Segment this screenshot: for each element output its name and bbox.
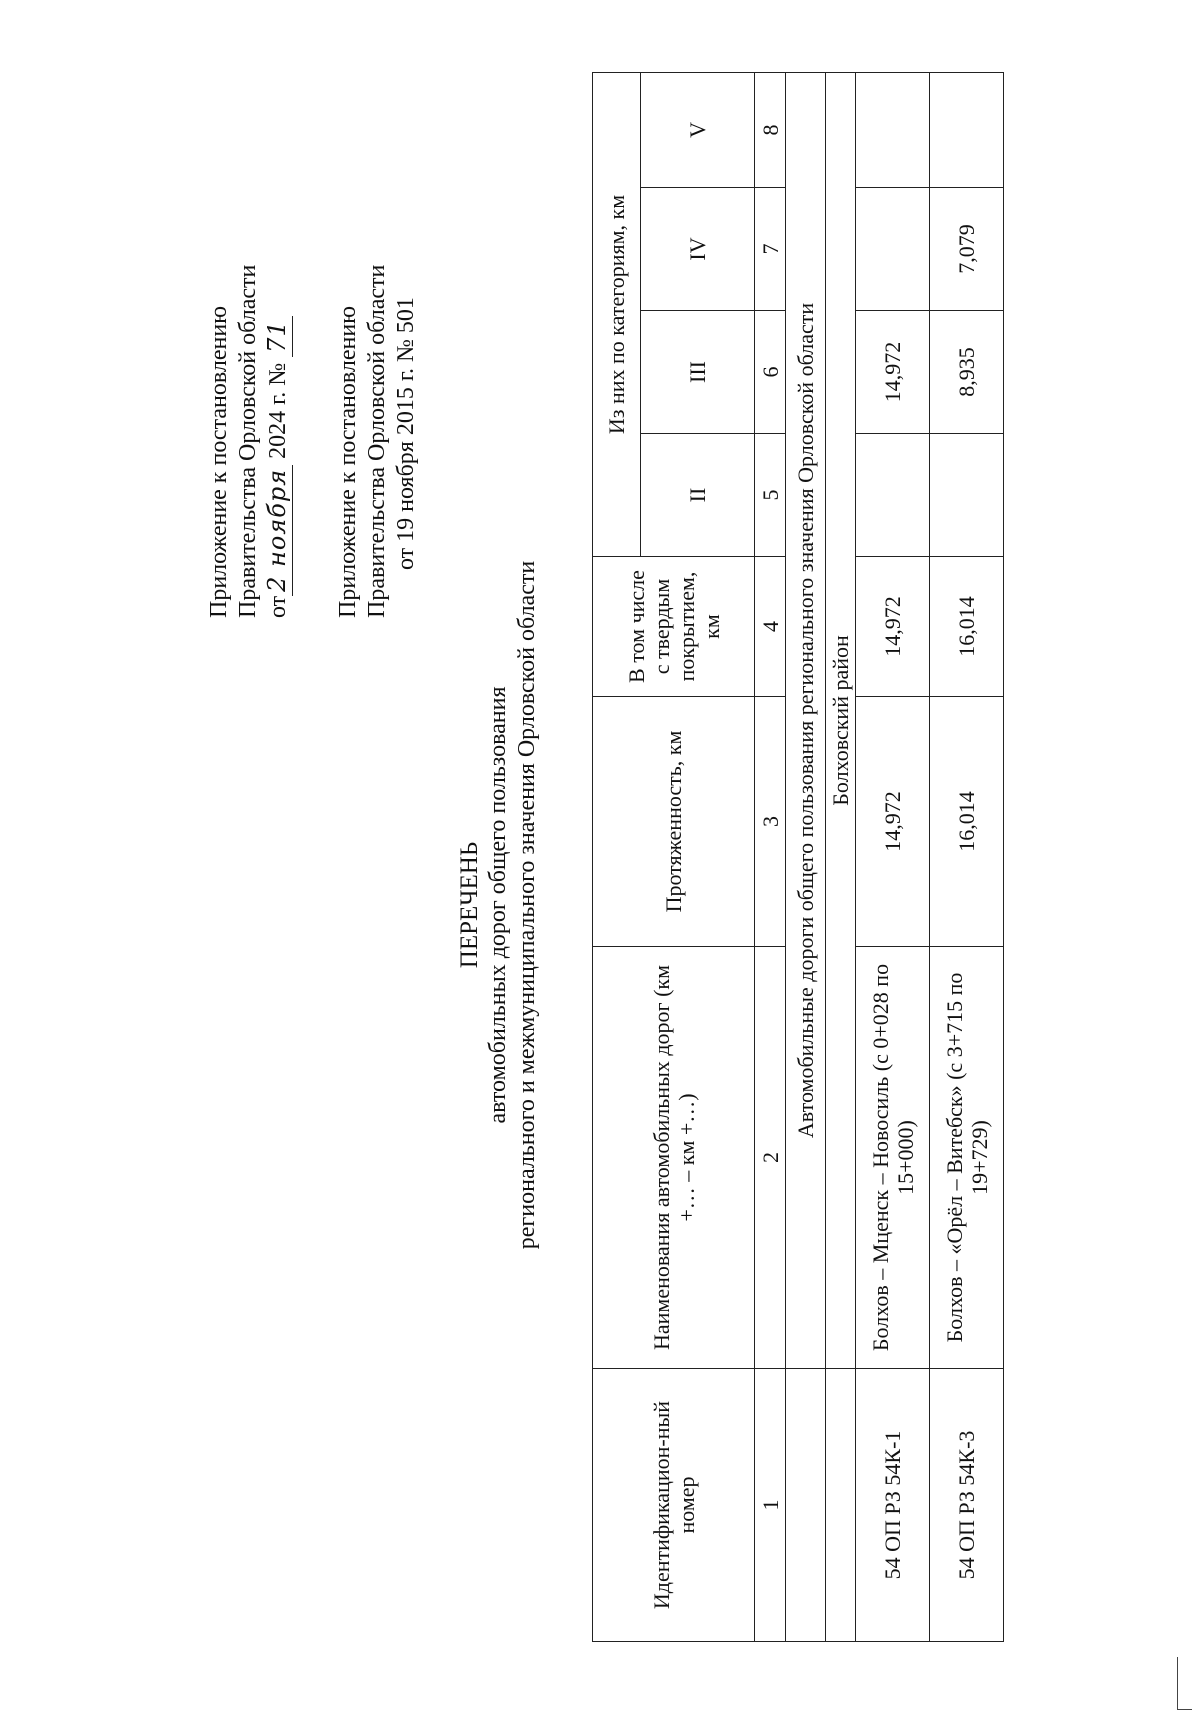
district-blank-cell [826,1369,856,1642]
column-number: 3 [755,697,786,947]
road-cat-ii [856,434,930,557]
column-number: 8 [755,72,786,187]
road-length: 16,014 [930,697,1004,947]
road-cat-iv: 7,079 [930,188,1004,311]
header-cat-v: V [641,72,755,187]
column-number-row [755,72,786,1641]
header-categories: Из них по категориям, км [593,72,641,556]
road-cat-ii [930,434,1004,557]
annex-current-date-line [263,58,293,618]
road-cat-iii: 14,972 [856,311,930,434]
section-blank-cell [786,1369,826,1642]
header-length: Протяженность, км [593,697,755,947]
roads-table [592,72,1004,1642]
document-title [455,215,542,1595]
column-number: 2 [755,947,786,1369]
road-id: 54 ОП РЗ 54К-1 [856,1369,930,1642]
header-name: Наименования автомобильных дорог (км +… – км +…) [593,947,755,1369]
road-name: Болхов – «Орёл – Витебск» (с 3+715 по 19+729) [930,947,1004,1369]
district-title: Болховский район [826,72,856,1368]
annex-current-year: 2024 г. № [265,362,291,459]
header-row-1 [593,72,641,1641]
annex-original-line1: Приложение к постановлению [335,305,361,618]
road-id: 54 ОП РЗ 54К-3 [930,1369,1004,1642]
road-cat-v [856,72,930,187]
handwritten-date: 2 ноября [263,465,293,596]
road-cat-iv [856,188,930,311]
column-number: 7 [755,188,786,311]
road-name: Болхов – Мценск – Новосиль (с 0+028 по 15+000) [856,947,930,1369]
annex-current-date-prefix: от [265,595,291,618]
column-number: 4 [755,557,786,697]
header-cat-iii: III [641,311,755,434]
header-cat-ii: II [641,434,755,557]
handwritten-number: 71 [263,316,293,357]
annex-original-resolution [334,58,421,618]
title-line3: регионального и межмуниципального значения Орловской области [514,560,540,1250]
annex-original-line2: Правительства Орловской области [364,264,390,618]
road-paved: 14,972 [856,557,930,697]
road-length: 14,972 [856,697,930,947]
column-number: 6 [755,311,786,434]
road-cat-v [930,72,1004,187]
annex-current-line2: Правительства Орловской области [235,264,261,618]
scan-corner-mark [1177,1657,1192,1710]
header-cat-iv: IV [641,188,755,311]
section-title: Автомобильные дороги общего пользования регионального значения Орловской области [786,72,826,1368]
title-heading: ПЕРЕЧЕНЬ [456,841,483,969]
district-row [826,72,856,1641]
column-number: 1 [755,1369,786,1642]
title-line2: автомобильных дорог общего пользования [485,686,511,1124]
table-row [930,72,1004,1641]
annex-current-resolution [205,58,293,618]
road-paved: 16,014 [930,557,1004,697]
header-id: Идентификацион-ный номер [593,1369,755,1642]
table-row [856,72,930,1641]
column-number: 5 [755,434,786,557]
header-paved: В том числе с твердым покрытием, км [593,557,755,697]
annex-current-line1: Приложение к постановлению [206,305,232,618]
annex-original-line3: от 19 ноября 2015 г. № 501 [393,297,419,570]
road-cat-iii: 8,935 [930,311,1004,434]
section-row [786,72,826,1641]
